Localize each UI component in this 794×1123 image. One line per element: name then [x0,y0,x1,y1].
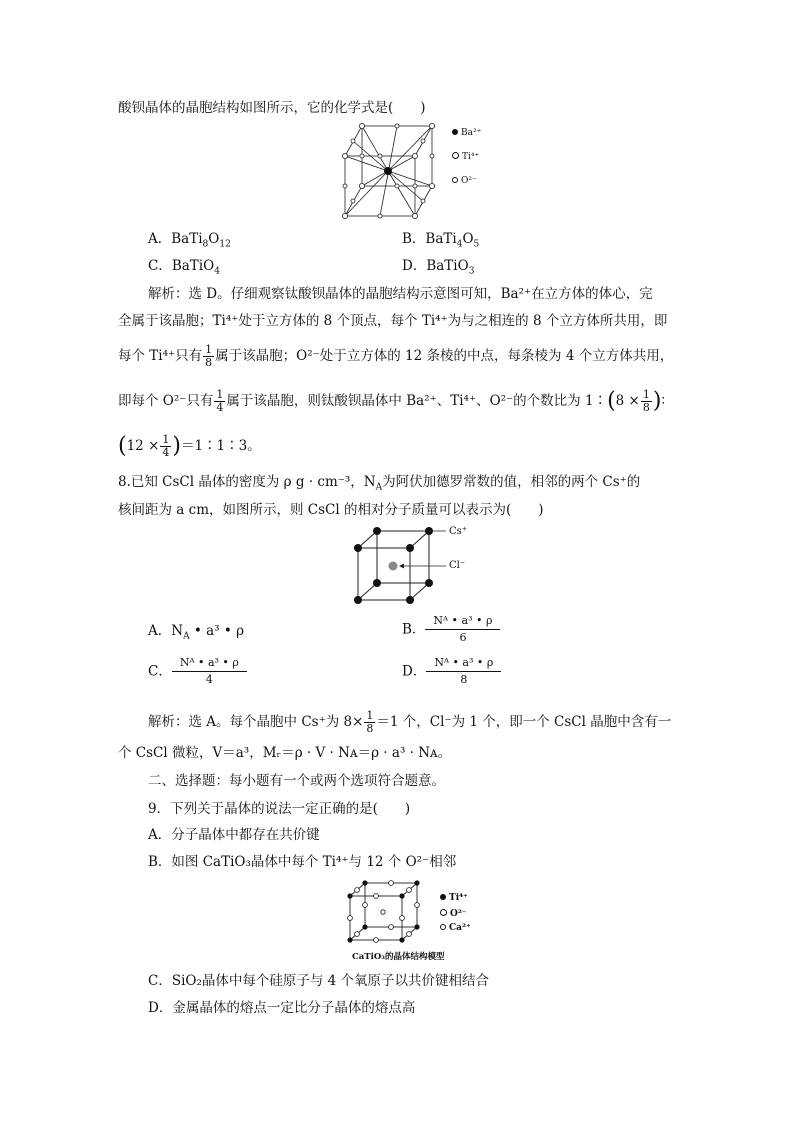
legend-o: O²⁻ [452,176,477,186]
q7-option-d[interactable]: D．BaTiO$_3$ [402,258,475,277]
q7-analysis-line2: 全属于该晶胞；Ti⁴⁺处于立方体的 8 个顶点，每个 Ti⁴⁺为与之相连的 8 个立方体所共用，即 [118,313,668,329]
q8-option-c[interactable]: C． $\frac{\text{Nᴬ • a³ • ρ}}{4}$ [148,655,247,688]
q8-analysis-line1: 解析：选 A。每个晶胞中 Cs⁺为 8× $\frac{1}{8}$ ＝1 个，Cl⁻为 1 个，即一个 CsCl 晶胞中含有一 [148,709,672,735]
cs-label: Cs⁺ [449,526,468,537]
q8-stem-line2: 核间距为 a cm，如图所示，则 CsCl 的相对分子质量可以表示为( ) [118,502,544,518]
q8-option-a[interactable]: A．$N_A$ • a³ • ρ [148,623,245,642]
q9-option-c[interactable]: C．SiO₂晶体中每个硅原子与 4 个氧原子以共价键相结合 [148,973,490,989]
catio3-cell-figure [345,880,425,945]
cl-label: Cl⁻ [449,560,466,571]
legend-ba: Ba²⁺ [452,128,481,138]
catio3-legend-o: O²⁻ [440,909,467,919]
q9-option-a[interactable]: A．分子晶体中都存在共价键 [148,827,320,843]
q8-option-b[interactable]: B． $\frac{\text{Nᴬ • a³ • ρ}}{6}$ [402,613,500,646]
q8-stem-line1: 8.已知 CsCl 晶体的密度为 ρ g · cm⁻³，$N_A$为阿伏加德罗常数的值，相邻的两个 Cs⁺的 [118,474,641,493]
q7-stem: 酸钡晶体的晶胞结构如图所示，它的化学式是( ) [118,100,426,116]
q7-analysis-line4: 即每个 O²⁻只有 $\frac{1}{4}$ 属于该晶胞，则钛酸钡晶体中 Ba²⁺、Ti⁴⁺、O²⁻的个数比为 1∶(8 × $\frac{1}{8}$ )∶ [118,388,665,414]
q7-option-c[interactable]: C．BaTiO$_4$ [148,258,220,277]
cscl-cell-figure [350,526,450,606]
q7-analysis-line5: (12 × $\frac{1}{4}$ )＝1∶1∶3。 [118,433,261,459]
q9-option-d[interactable]: D．金属晶体的熔点一定比分子晶体的熔点高 [148,1000,416,1016]
q8-option-d[interactable]: D． $\frac{\text{Nᴬ • a³ • ρ}}{8}$ [402,655,501,688]
section-heading: 二、选择题：每小题有一个或两个选项符合题意。 [148,773,445,789]
q7-analysis-line1: 解析：选 D。仔细观察钛酸钡晶体的晶胞结构示意图可知，Ba²⁺在立方体的体心，完 [148,286,653,302]
q8-analysis-line2: 个 CsCl 微粒，V＝a³，Mᵣ＝ρ · V · Nᴀ＝ρ · a³ · Nᴀ。 [118,745,452,761]
q9-stem: 9．下列关于晶体的说法一定正确的是( ) [148,801,411,817]
q7-option-a[interactable]: A．$BaTi_8O_{12}$ [148,231,231,250]
q7-option-b[interactable]: B．$BaTi_4O_5$ [402,231,480,250]
q7-analysis-line3: 每个 Ti⁴⁺只有 $\frac{1}{8}$ 属于该晶胞；O²⁻处于立方体的 12 条棱的中点，每条棱为 4 个立方体共用， [118,343,674,369]
catio3-legend-ca: Ca²⁺ [440,923,471,933]
legend-ti: Ti⁴⁺ [452,152,479,162]
catio3-legend-ti: Ti⁴⁺ [440,893,468,903]
q9-option-b[interactable]: B．如图 CaTiO₃晶体中每个 Ti⁴⁺与 12 个 O²⁻相邻 [148,854,457,870]
catio3-caption: CaTiO₃的晶体结构模型 [352,952,445,962]
